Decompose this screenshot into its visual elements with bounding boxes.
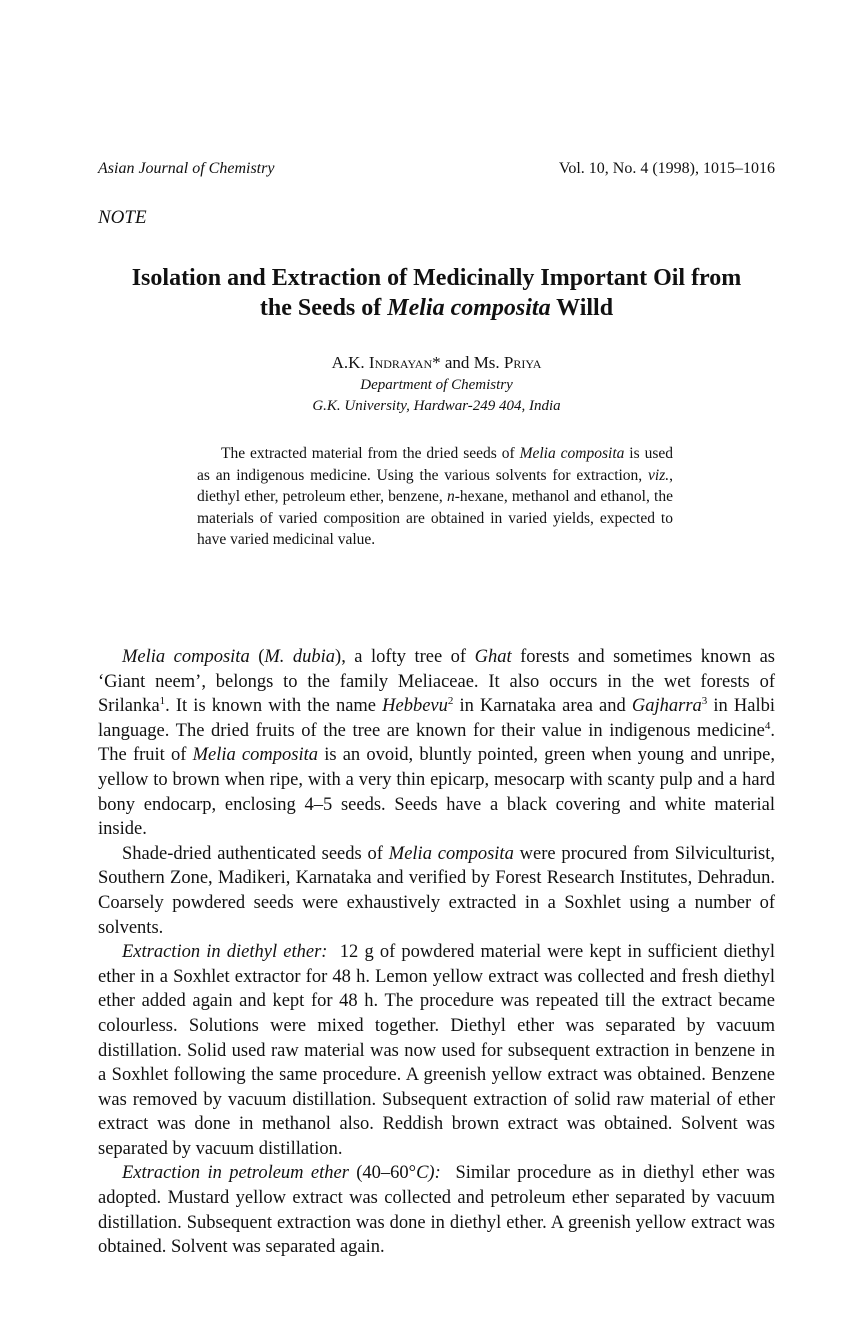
species-name: Melia composita	[192, 745, 318, 766]
text: Shade-dried authenticated seeds of	[122, 843, 389, 864]
affiliation-department: Department of Chemistry	[360, 377, 513, 393]
ref-1: 1	[159, 695, 166, 708]
text: . It is known with the name	[165, 696, 383, 717]
abstract-text: , diethyl ether, petroleum ether, benzene,	[197, 466, 673, 505]
abstract-viz: viz.	[648, 466, 670, 484]
text: 12 g of powdered material were kept in sufficient diethyl ether in a Soxhlet extractor for 48 h. Lemon yellow extract was collected and fresh diethyl ether added again and kept for 48 h. The procedure was repeated till the extract became colourless. Solutions were mixed together. Diethyl ether was separated by vacuum distillation. Solid used raw material was now used for subsequent extraction in benzene in a Soxhlet following the same procedure. A greenish yellow extract was obtained. Benzene was removed by vacuum distillation. Subsequent extraction of solid raw material of ether extract was done in methanol also. Reddish brown extract was obtained. Solvent was separated by vacuum distillation.	[98, 942, 780, 1159]
celsius-unit: C	[416, 1163, 429, 1184]
abstract-species: Melia composita	[519, 445, 625, 462]
text: . The fruit of	[98, 720, 775, 766]
paragraph-3	[98, 940, 780, 1161]
author-1-name: Indrayan	[368, 353, 433, 372]
section-label: NOTE	[98, 207, 147, 228]
abstract-text: The extracted material from the dried seeds of	[221, 445, 520, 462]
text: ):	[428, 1163, 441, 1184]
paragraph-2	[98, 842, 775, 940]
abstract-text: -hexane, methanol and ethanol, the materials of varied composition are obtained in varied yields, expected to have varied medicinal value.	[197, 488, 673, 548]
local-name-hebbevu: Hebbevu	[382, 696, 448, 717]
subheading-diethyl-ether: Extraction in diethyl ether:	[122, 942, 328, 963]
text: ), a lofty tree of	[335, 647, 475, 667]
ref-2: 2	[447, 695, 454, 708]
abstract-n: n	[447, 488, 455, 505]
text: Similar procedure as in diethyl ether was adopted. Mustard yellow extract was collected and petroleum ether separated by vacuum distillation. Subsequent extraction was done in diethyl ether. A greenish yellow extract was obtained. Solvent was separated again.	[98, 1163, 780, 1258]
author-2-title: Ms.	[473, 353, 504, 372]
subheading-petroleum-ether: Extraction in petroleum ether	[122, 1163, 349, 1184]
text: were procured from Silviculturist, Southern Zone, Madikeri, Karnataka and verified by Forest Research Institutes, Dehradun. Coarsely powdered seeds were exhaustively extracted in a Soxhlet using a number of solvents.	[98, 843, 775, 938]
author-conjunction: and	[440, 353, 474, 372]
body-text	[98, 645, 780, 1260]
text: is an ovoid, bluntly pointed, green when young and unripe, yellow to brown when ripe, with a very thin epicarp, mesocarp with scanty pulp and a hard bony endocarp, enclosing 4–5 seeds. Seeds have a black covering and white material inside.	[98, 745, 776, 840]
ref-4: 4	[764, 719, 771, 732]
author-2-name: Priya	[503, 353, 542, 372]
affiliation-university: G.K. University, Hardwar-249 404, India	[312, 398, 561, 414]
ref-3: 3	[701, 695, 708, 708]
title-species: Melia composita	[387, 295, 551, 321]
abstract	[197, 443, 673, 551]
abstract-text: is used as an indigenous medicine. Using the various solvents for extraction,	[197, 445, 673, 484]
local-name-gajharra: Gajharra	[631, 696, 702, 717]
paragraph-4	[98, 1161, 780, 1259]
title-line-2-post: Willd	[550, 295, 614, 321]
title-line-1: Isolation and Extraction of Medicinally Important Oil from	[131, 265, 742, 291]
paragraph-1	[98, 645, 775, 842]
species-name: Melia composita	[388, 843, 514, 864]
volume-info: Vol. 10, No. 4 (1998), 1015–1016	[558, 160, 775, 177]
species-name: Melia composita	[122, 647, 250, 667]
text: (40–60°	[348, 1163, 417, 1184]
synonym: M. dubia	[264, 647, 336, 667]
title-line-2-pre: the Seeds of	[259, 295, 388, 321]
text: in Karnataka area and	[453, 696, 632, 717]
running-header	[98, 160, 775, 182]
text: forests and sometimes known as ‘Giant neem’, belongs to the family Meliaceae. It also occurs in the wet forests of Srilanka	[98, 647, 775, 717]
corresponding-mark: *	[432, 353, 441, 372]
authors	[98, 352, 775, 374]
text: in Halbi language. The dried fruits of the tree are known for their value in indigenous medicine	[98, 696, 775, 741]
ghat: Ghat	[474, 647, 512, 667]
journal-name: Asian Journal of Chemistry	[98, 160, 275, 177]
author-1-initials: A.K.	[331, 353, 369, 372]
paper-title	[98, 263, 775, 323]
text: (	[249, 647, 265, 667]
